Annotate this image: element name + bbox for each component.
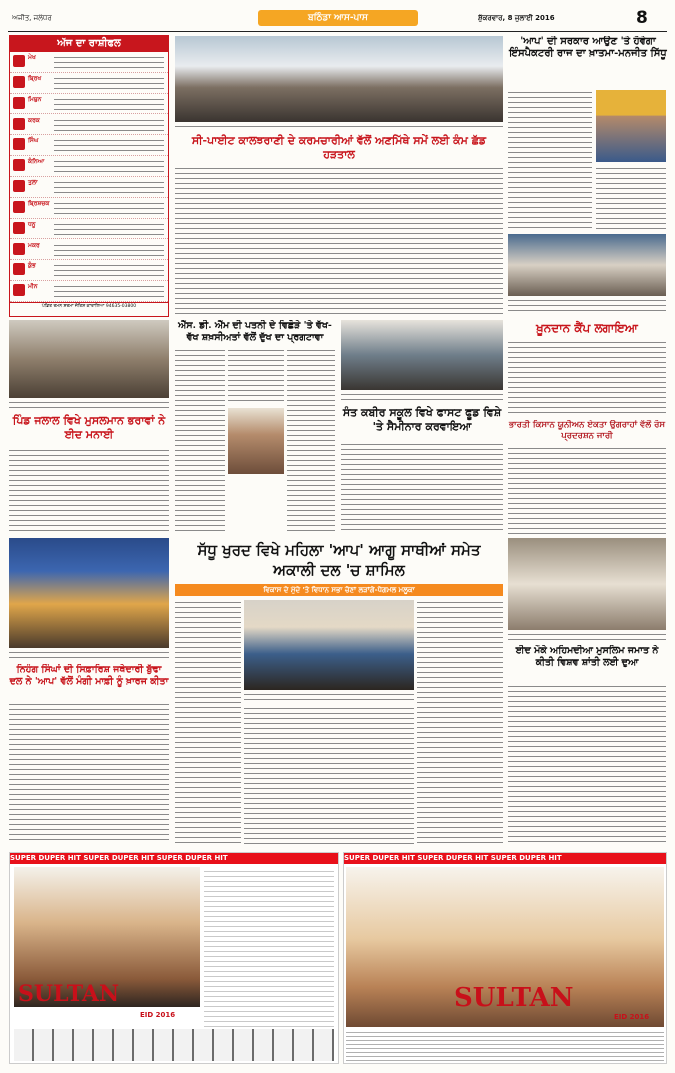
zodiac-icon <box>13 76 25 88</box>
seminar-photo <box>341 320 503 390</box>
horoscope-box <box>9 35 169 317</box>
farmer-headline: ਭਾਰਤੀ ਕਿਸਾਨ ਯੂਨੀਅਨ ਏਕਤਾ ਉਗਰਾਹਾਂ ਵੱਲੋਂ ਰੋਸ ਪ੍ਰਦਰਸ਼ਨ ਜਾਰੀ <box>508 420 666 441</box>
aap-caption <box>508 298 666 314</box>
aap-body-2 <box>596 166 666 230</box>
horoscope-text <box>54 55 164 70</box>
peace-headline: ਈਦ ਮੌਕੇ ਅਹਿਮਦੀਆ ਮੁਸਲਿਮ ਜਮਾਤ ਨੇ ਕੀਤੀ ਵਿਸ਼ਵ ਸ਼ਾਂਤੀ ਲਈ ਦੁਆ <box>515 645 659 668</box>
horoscope-row <box>10 240 168 261</box>
aap-photo-2 <box>508 234 666 296</box>
horoscope-list <box>10 52 168 302</box>
ad-banner-right: SUPER DUPER HIT SUPER DUPER HIT SUPER DUPER HIT <box>344 853 666 864</box>
horoscope-row <box>10 135 168 156</box>
masthead-date: ਸ਼ੁੱਕਰਵਾਰ, 8 ਜੁਲਾਈ 2016 <box>478 14 555 22</box>
peace-body <box>508 684 666 844</box>
zodiac-icon <box>13 263 25 275</box>
ad-title-right: SULTAN <box>454 983 574 1013</box>
horoscope-sign: ਕੁੰਭ <box>28 262 36 270</box>
horoscope-text <box>54 97 164 112</box>
horoscope-row <box>10 198 168 219</box>
horoscope-sign: ਬ੍ਰਿਸ਼ਚਕ <box>28 199 50 207</box>
horoscope-text <box>54 222 164 237</box>
horoscope-sign: ਮੀਨ <box>28 283 38 291</box>
horoscope-text <box>54 180 164 195</box>
akali-body-2 <box>244 706 414 844</box>
akali-headline: ਸੱਧੂ ਖੁਰਦ ਵਿਖੇ ਮਹਿਲਾ 'ਆਪ' ਆਗੂ ਸਾਥੀਆਂ ਸਮੇਤ ਅਕਾਲੀ ਦਲ 'ਚ ਸ਼ਾਮਿਲ <box>197 541 481 579</box>
horoscope-text <box>54 243 164 258</box>
horoscope-text <box>54 76 164 91</box>
ad-theatres-left <box>204 867 334 1027</box>
zodiac-icon <box>13 118 25 130</box>
peace-photo <box>508 538 666 630</box>
aap-headline: 'ਆਪ' ਦੀ ਸਰਕਾਰ ਆਉਣ 'ਤੇ ਹੋਵੇਗਾ ਇੰਸਪੈਕਟਰੀ ਰਾਜ ਦਾ ਖ਼ਾਤਮਾ-ਮਨਜੀਤ ਸਿੱਧੂ <box>509 36 667 59</box>
horoscope-sign: ਮਕਰ <box>28 241 40 249</box>
zodiac-icon <box>13 138 25 150</box>
ssp-portrait <box>228 408 284 474</box>
zodiac-icon <box>13 97 25 109</box>
masthead <box>8 6 667 30</box>
section-title: ਬਠਿੰਡਾ ਆਸ-ਪਾਸ <box>308 13 368 23</box>
horoscope-row <box>10 219 168 240</box>
horoscope-text <box>54 263 164 278</box>
peace-caption <box>508 632 666 642</box>
zodiac-icon <box>13 243 25 255</box>
seminar-caption <box>341 392 503 404</box>
akali-photo <box>244 600 414 690</box>
masthead-rule <box>8 31 667 32</box>
ad-eid-left: EID 2016 <box>140 1011 176 1019</box>
horoscope-sign: ਧਨੂ <box>28 220 36 228</box>
zodiac-icon <box>13 201 25 213</box>
horoscope-footer: ਪੰਡਿਤ ਰਮਨ ਸ਼ਰਮਾ ਜੋਤਿਸ਼ ਕਾਰਾਲਿਆ 94635-03800 <box>10 302 168 311</box>
eid-body <box>9 448 169 532</box>
blood-headline: ਖ਼ੂਨਦਾਨ ਕੈਂਪ ਲਗਾਇਆ <box>536 321 638 335</box>
masthead-left: ਅਜੀਤ, ਜਲੰਧਰ <box>12 14 52 22</box>
zodiac-icon <box>13 222 25 234</box>
farmer-body <box>508 446 666 534</box>
horoscope-text <box>54 118 164 133</box>
aap-portrait <box>596 90 666 162</box>
horoscope-row <box>10 281 168 302</box>
akali-body-3 <box>417 600 503 844</box>
horoscope-row <box>10 73 168 94</box>
eid-photo <box>9 320 169 398</box>
page-number: 8 <box>636 8 648 28</box>
horoscope-text <box>54 138 164 153</box>
sultan-ad-left <box>9 852 339 1064</box>
horoscope-sign: ਸਿੰਘ <box>28 137 39 145</box>
strike-photo-caption <box>175 124 503 131</box>
horoscope-sign: ਕੰਨਿਆ <box>28 158 45 166</box>
horoscope-row <box>10 52 168 73</box>
strike-body <box>175 166 503 316</box>
horoscope-text <box>54 284 164 299</box>
zodiac-icon <box>13 55 25 67</box>
horoscope-sign: ਕਰਕ <box>28 116 40 124</box>
horoscope-text <box>54 159 164 174</box>
akali-subheadline: ਵਿਕਾਸ ਦੇ ਮੁੱਦੇ 'ਤੇ ਵਿਧਾਨ ਸਭਾ ਚੋਣਾਂ ਲੜਾਂਗੇ-ਧੇਗਮਲ ਮਲੂਕਾ <box>263 586 415 594</box>
ssp-body-3 <box>287 348 335 534</box>
sultan-ad-right <box>343 852 667 1064</box>
horoscope-text <box>54 201 164 216</box>
sikh-caption <box>9 650 169 662</box>
ad-banner-left: SUPER DUPER HIT SUPER DUPER HIT SUPER DUPER HIT <box>10 853 338 864</box>
horoscope-sign: ਬ੍ਰਿਖ <box>28 74 42 82</box>
horoscope-row <box>10 115 168 136</box>
strike-photo <box>175 36 503 122</box>
eid-headline: ਪਿੰਡ ਜਲਾਲ ਵਿਖੇ ਮੁਸਲਮਾਨ ਭਰਾਵਾਂ ਨੇ ਈਦ ਮਨਾਈ <box>12 414 166 441</box>
bku-box <box>175 848 176 849</box>
horoscope-sign: ਮਿਥੁਨ <box>28 95 42 103</box>
sikh-headline: ਨਿਹੰਗ ਸਿੰਘਾਂ ਦੀ ਸਿਫ਼ਾਰਿਸ਼ ਜਥੇਦਾਰੀ ਬੁੱਢਾ ਦਲ ਨੇ 'ਆਪ' ਵੱਲੋਂ ਮੰਗੀ ਮਾਫ਼ੀ ਨੂੰ ਖ਼ਾਰਜ ਕੀਤਾ <box>9 664 169 687</box>
zodiac-icon <box>13 180 25 192</box>
strike-headline: ਸੀ-ਪਾਈਟ ਕਾਲਝਰਾਣੀ ਦੇ ਕਰਮਚਾਰੀਆਂ ਵੱਲੋਂ ਅਣਮਿੱਥੇ ਸਮੇਂ ਲਈ ਕੰਮ ਛੱਡ ਹੜਤਾਲ <box>191 134 487 161</box>
ad-logos-left <box>14 1029 334 1061</box>
horoscope-row <box>10 156 168 177</box>
seminar-headline: ਸੰਤ ਕਬੀਰ ਸਕੂਲ ਵਿਖੇ ਫਾਸਟ ਫੂਡ ਵਿਸ਼ੇ 'ਤੇ ਸੈਮੀਨਾਰ ਕਰਵਾਇਆ <box>342 406 502 433</box>
horoscope-title: ਅੱਜ ਦਾ ਰਾਸ਼ੀਫਲ <box>10 36 168 52</box>
ssp-headline: ਐੱਸ. ਡੀ. ਐੱਮ ਦੀ ਪਤਨੀ ਦੇ ਵਿਛੋੜੇ 'ਤੇ ਵੱਖ-ਵੱਖ ਸ਼ਖ਼ਸੀਅਤਾਂ ਵੱਲੋਂ ਦੁੱਖ ਦਾ ਪ੍ਰਗਟਾਵਾ <box>178 320 332 343</box>
horoscope-sign: ਤੁਲਾ <box>28 179 38 186</box>
akali-body-1 <box>175 600 241 844</box>
horoscope-row <box>10 94 168 115</box>
sikh-photo <box>9 538 169 648</box>
akali-sub-bar <box>175 584 503 596</box>
seminar-body <box>341 442 503 534</box>
horoscope-sign: ਮੇਖ <box>28 54 36 61</box>
aap-body-1 <box>508 90 592 230</box>
ssp-body-1 <box>175 348 225 534</box>
eid-caption <box>9 400 169 412</box>
ad-title-left: SULTAN <box>18 981 120 1007</box>
blood-body <box>508 340 666 416</box>
horoscope-row <box>10 177 168 198</box>
masthead-section <box>258 10 418 26</box>
zodiac-icon <box>13 159 25 171</box>
ssp-body-2 <box>228 348 284 404</box>
ad-theatres-right <box>346 1029 664 1061</box>
sikh-body <box>9 702 169 842</box>
horoscope-row <box>10 260 168 281</box>
akali-caption <box>244 692 414 704</box>
zodiac-icon <box>13 284 25 296</box>
ad-eid-right: EID 2016 <box>614 1013 650 1021</box>
